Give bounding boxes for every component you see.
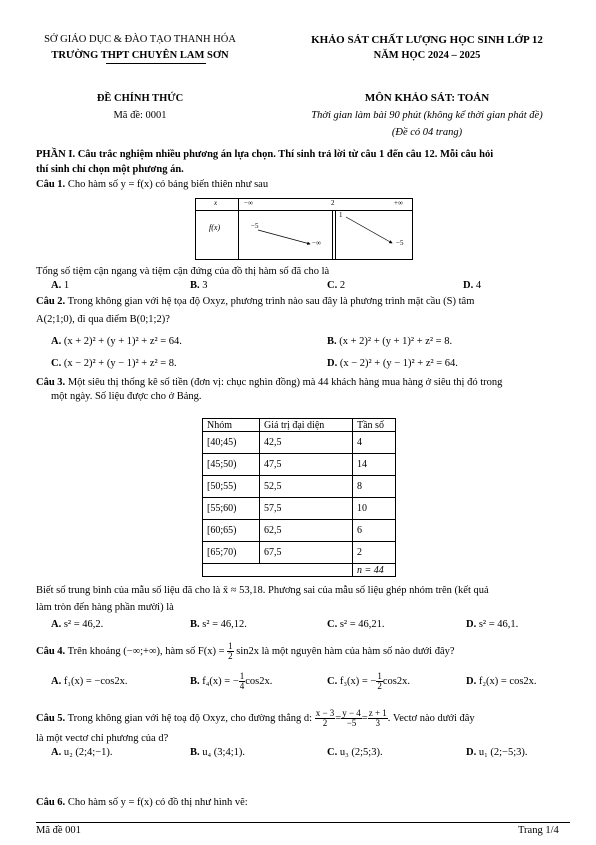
exam-code: Mã đề: 0001 bbox=[113, 110, 167, 121]
q3-option-c[interactable]: C. s² = 46,21. bbox=[327, 619, 385, 630]
footer-code: Mã đề 001 bbox=[36, 825, 81, 836]
fraction-half: $\frac{1}{2}$ bbox=[228, 641, 233, 661]
exam-title: KHẢO SÁT CHẤT LƯỢNG HỌC SINH LỚP 12 bbox=[311, 34, 543, 46]
table-row: [60;65) 62,5 6 bbox=[203, 520, 396, 542]
q5-option-c[interactable]: C. u₃ (2;5;3). bbox=[327, 747, 383, 758]
q1-stem: Câu 1. Cho hàm số y = f(x) có bảng biến thiên như sau bbox=[36, 179, 269, 190]
table-row: [45;50) 47,5 14 bbox=[203, 454, 396, 476]
q3-stem2: một ngày. Số liệu được cho ở Bảng. bbox=[51, 391, 202, 402]
subject: MÔN KHẢO SÁT: TOÁN bbox=[364, 92, 490, 104]
variation-arrows bbox=[196, 199, 412, 259]
frequency-table: Nhóm Giá trị đại diện Tần số [40;45) 42,5 4 [45;50) 47,5 14 [50;55) 52,5 8 [55;60) 57,5 10 [60;65) 62,5 6 [65;70) 67,5 2 n = 44 bbox=[202, 418, 396, 577]
time-limit: Thời gian làm bài 90 phút (không kể thời gian phát đề) bbox=[311, 110, 543, 121]
q1-option-a[interactable]: A. 1 bbox=[51, 280, 70, 291]
footer-page: Trang 1/4 bbox=[518, 825, 559, 836]
q5-stem2: là một vectơ chỉ phương của d? bbox=[36, 733, 169, 744]
q3-after2: làm tròn đến hàng phần mười) là bbox=[36, 602, 174, 613]
table-row: [40;45) 42,5 4 bbox=[203, 432, 396, 454]
page-count: (Đề có 04 trang) bbox=[391, 127, 463, 138]
q2-option-d[interactable]: D. (x − 2)² + (y − 1)² + z² = 64. bbox=[327, 358, 458, 369]
q3-after: Biết số trung bình của mẫu số liệu đã cho là x̄ ≈ 53,18. Phương sai của mẫu số liệu ghép nhóm trên (kết quả bbox=[36, 585, 489, 596]
q1-option-d[interactable]: D. 4 bbox=[463, 280, 482, 291]
q4-stem: Câu 4. Trên khoảng (−∞;+∞), hàm số F(x) = $\frac{1}{2}$ sin2x là một nguyên hàm của hàm số nào dưới đây? bbox=[36, 641, 455, 661]
table-total: n = 44 bbox=[353, 564, 396, 577]
table-row: [55;60) 57,5 10 bbox=[203, 498, 396, 520]
part1-title: PHẦN I. Câu trắc nghiệm nhiều phương án lựa chọn. Thí sinh trả lời từ câu 1 đến câu 12. Mỗi câu hỏi bbox=[36, 149, 494, 160]
table-row: [50;55) 52,5 8 bbox=[203, 476, 396, 498]
q5-option-a[interactable]: A. u₂ (2;4;−1). bbox=[51, 747, 113, 758]
q4-option-d[interactable]: D. f₂(x) = cos2x. bbox=[466, 676, 537, 687]
school-year: NĂM HỌC 2024 – 2025 bbox=[373, 50, 481, 61]
q6-stem: Câu 6. Cho hàm số y = f(x) có đồ thị như hình vẽ: bbox=[36, 797, 248, 808]
q1-question: Tổng số tiệm cận ngang và tiệm cận đứng của đồ thị hàm số đã cho là bbox=[36, 266, 330, 277]
dept-name: SỞ GIÁO DỤC & ĐÀO TẠO THANH HÓA bbox=[44, 34, 236, 45]
q4-option-a[interactable]: A. f₁(x) = −cos2x. bbox=[51, 676, 128, 687]
school-name: TRƯỜNG THPT CHUYÊN LAM SƠN bbox=[51, 50, 229, 61]
q4-option-c[interactable]: C. f₃(x) = − $\frac{1}{2}$ cos2x. bbox=[327, 671, 410, 691]
q5-option-b[interactable]: B. u₄ (3;4;1). bbox=[190, 747, 246, 758]
q3-option-d[interactable]: D. s² = 46,1. bbox=[466, 619, 519, 630]
q1-option-b[interactable]: B. 3 bbox=[190, 280, 208, 291]
q2-option-b[interactable]: B. (x + 2)² + (y + 1)² + z² = 8. bbox=[327, 336, 453, 347]
q5-option-d[interactable]: D. u₁ (2;−5;3). bbox=[466, 747, 528, 758]
q4-option-b[interactable]: B. f₄(x) = − $\frac{1}{4}$ cos2x. bbox=[190, 671, 273, 691]
school-underline bbox=[106, 63, 206, 64]
q1-option-c[interactable]: C. 2 bbox=[327, 280, 346, 291]
part1-title2: thí sinh chỉ chọn một phương án. bbox=[36, 164, 184, 175]
q3-option-a[interactable]: A. s² = 46,2. bbox=[51, 619, 104, 630]
q3-option-b[interactable]: B. s² = 46,12. bbox=[190, 619, 247, 630]
q2-option-a[interactable]: A. (x + 2)² + (y + 1)² + z² = 64. bbox=[51, 336, 182, 347]
variation-table: x −∞ 2 +∞ f(x) −5 −∞ 1 −5 bbox=[195, 198, 413, 260]
q5-stem: Câu 5. Trong không gian với hệ toạ độ Oxyz, cho đường thẳng d: $\frac{x - 3}{2}$ = $\frac{y - 4}{-5}$ = $\frac{z + 1}{3}$ . Vectơ nào dưới đây bbox=[36, 708, 475, 728]
footer-rule bbox=[36, 822, 570, 823]
q2-option-c[interactable]: C. (x − 2)² + (y − 1)² + z² = 8. bbox=[51, 358, 177, 369]
official-label: ĐỀ CHÍNH THỨC bbox=[96, 93, 184, 104]
q2-stem2: A(2;1;0), đi qua điểm B(0;1;2)? bbox=[36, 314, 170, 325]
q3-stem: Câu 3. Một siêu thị thống kê số tiền (đơn vị: chục nghìn đồng) mà 44 khách hàng mua hàng ở siêu thị đó trong bbox=[36, 377, 503, 388]
table-row: [65;70) 67,5 2 bbox=[203, 542, 396, 564]
q2-stem: Câu 2. Trong không gian với hệ tọa độ Oxyz, phương trình nào sau đây là phương trình mặt cầu (S) tâm bbox=[36, 296, 475, 307]
